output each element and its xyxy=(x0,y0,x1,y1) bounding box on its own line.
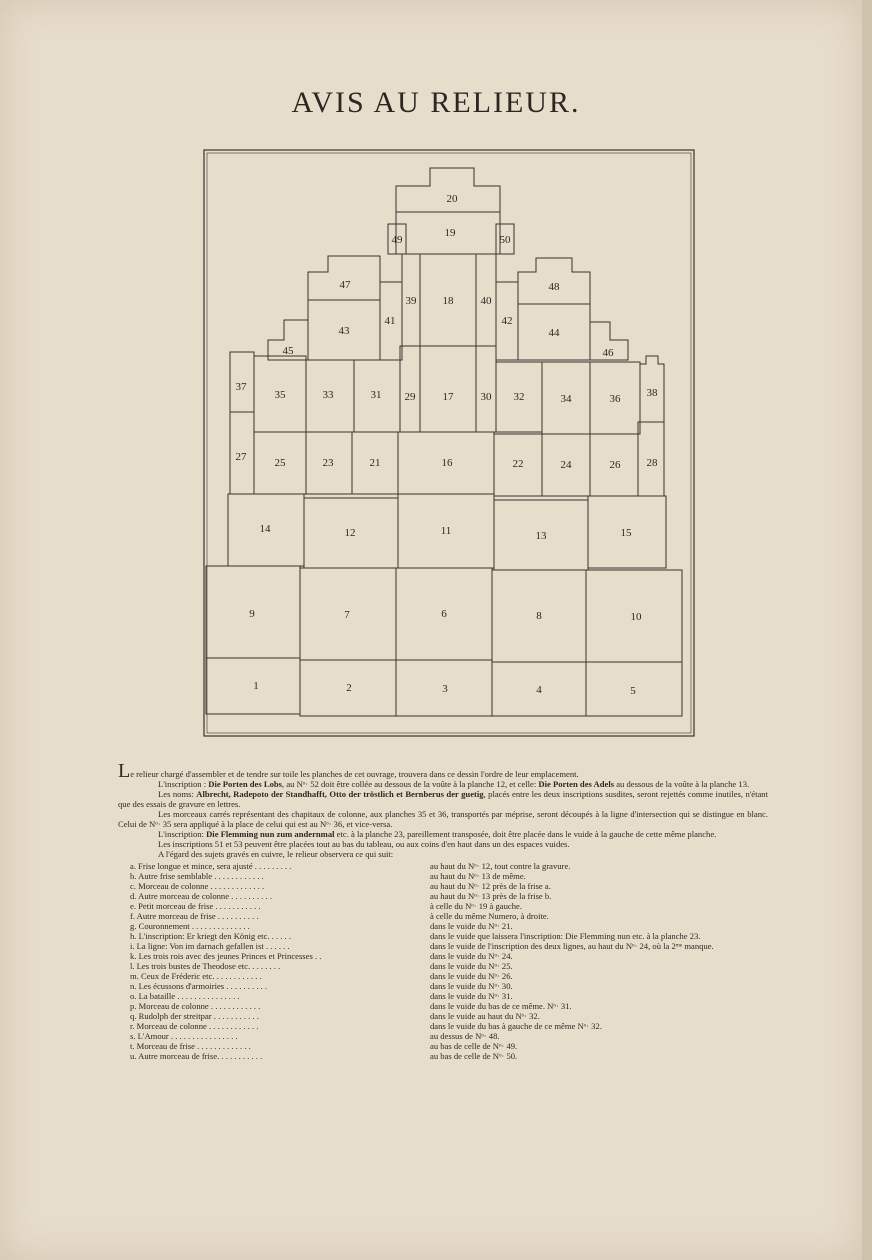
names-paragraph: Les noms: Albrecht, Radepoto der Standhafft, Otto der tröstlich et Bernberus der guetig, placés entre les deux inscriptions susdites, seront rejettés comme inutiles, n'étant que des essais de gravure en lettres. xyxy=(118,789,768,809)
list-item xyxy=(130,1001,768,1011)
list-item-subject: s. L'Amour . . . . . . . . . . . . . . . . xyxy=(130,1031,238,1041)
list-item-placement: dans le vuide du Nᵒ· 21. xyxy=(430,921,513,931)
list-item-placement: au haut du Nᵒ· 12 près de la frise a. xyxy=(430,881,551,891)
list-item xyxy=(130,931,768,941)
inscriptions-51-53-paragraph: Les inscriptions 51 et 53 peuvent être placées tout au bas du tableau, ou aux coins d'en haut dans un des espaces vuides. xyxy=(158,839,570,849)
instructions-text xyxy=(118,760,768,1061)
list-item xyxy=(130,891,768,901)
piece-label-24: 24 xyxy=(560,459,572,471)
list-item-subject: r. Morceau de colonne . . . . . . . . . . . . xyxy=(130,1021,259,1031)
list-item-placement: au haut du Nᵒ· 13 près de la frise b. xyxy=(430,891,552,901)
piece-label-4: 4 xyxy=(536,684,542,696)
piece-label-40: 40 xyxy=(480,295,492,307)
piece-label-15: 15 xyxy=(620,527,632,539)
piece-label-19: 19 xyxy=(444,227,456,239)
diagram-pieces xyxy=(206,168,682,716)
piece-label-20: 20 xyxy=(446,193,458,205)
piece-label-14: 14 xyxy=(259,523,271,535)
list-item-subject: m. Ceux de Fréderic etc. . . . . . . . . . . . xyxy=(130,971,262,981)
list-item xyxy=(130,901,768,911)
piece-label-33: 33 xyxy=(322,389,334,401)
piece-label-32: 32 xyxy=(513,391,525,403)
list-item-subject: u. Autre morceau de frise. . . . . . . . . . . xyxy=(130,1051,263,1061)
piece-label-37: 37 xyxy=(235,381,247,393)
piece-label-10: 10 xyxy=(630,611,642,623)
copper-subjects-paragraph: A l'égard des sujets gravés en cuivre, le relieur observera ce qui suit: xyxy=(158,849,394,859)
list-item xyxy=(130,1041,768,1051)
list-item xyxy=(130,971,768,981)
drop-cap: L xyxy=(118,760,131,782)
piece-label-49: 49 xyxy=(391,234,403,246)
inner-frame xyxy=(207,153,691,733)
list-item-subject: n. Les écussons d'armoiries . . . . . . . . . . xyxy=(130,981,268,991)
piece-label-1: 1 xyxy=(253,680,259,692)
list-item-subject: i. La ligne: Von im darnach gefallen ist . . . . . . xyxy=(130,941,290,951)
list-item-subject: o. La bataille . . . . . . . . . . . . . . . xyxy=(130,991,240,1001)
list-item xyxy=(130,861,768,871)
piece-label-41: 41 xyxy=(384,315,396,327)
piece-outline-17 xyxy=(420,346,476,432)
list-item xyxy=(130,981,768,991)
list-item-subject: k. Les trois rois avec des jeunes Princes et Princesses . . xyxy=(130,951,322,961)
piece-outline-29 xyxy=(400,346,420,432)
list-item xyxy=(130,951,768,961)
list-item-placement: dans le vuide du Nᵒ· 24. xyxy=(430,951,513,961)
list-item xyxy=(130,1031,768,1041)
list-item xyxy=(130,991,768,1001)
piece-label-5: 5 xyxy=(630,685,636,697)
piece-label-11: 11 xyxy=(440,525,452,537)
list-item-placement: au bas de celle de Nᵒ· 49. xyxy=(430,1041,518,1051)
list-item-subject: l. Les trois bustes de Theodose etc. . . . . . . . xyxy=(130,961,281,971)
piece-label-46: 46 xyxy=(602,347,614,359)
piece-labels xyxy=(236,193,659,697)
list-item-subject: c. Morceau de colonne . . . . . . . . . . . . . xyxy=(130,881,265,891)
list-item-placement: dans le vuide du bas de ce même. Nᵒ· 31. xyxy=(430,1001,572,1011)
squares-paragraph: Les morceaux carrés représentant des chapitaux de colonne, aux planches 35 et 36, transportés par méprise, seront découpés à la ligne d'intersection qui se distingue en blanc. Celui de Nᵒ· 35 sera appliqué à la place de celui qui est au Nᵒ· 36, et vice-versa. xyxy=(118,809,768,829)
piece-label-22: 22 xyxy=(512,458,524,470)
piece-label-26: 26 xyxy=(609,459,621,471)
piece-label-7: 7 xyxy=(344,609,350,621)
piece-label-30: 30 xyxy=(480,391,492,403)
piece-label-2: 2 xyxy=(346,682,352,694)
list-item-placement: dans le vuide au haut du Nᵒ· 32. xyxy=(430,1011,540,1021)
list-item-subject: d. Autre morceau de colonne . . . . . . . . . . xyxy=(130,891,272,901)
piece-outline-30 xyxy=(476,346,496,432)
list-item-placement: au haut du Nᵒ· 13 de même. xyxy=(430,871,526,881)
piece-label-23: 23 xyxy=(322,457,334,469)
inscription-paragraph-1: L'inscription : Die Porten des Lobs, au Nᵒ· 52 doit être collée au dessous de la voûte à la planche 12, et celle: Die Porten des Adels au dessous de la voûte à la planche 13. xyxy=(158,779,750,789)
list-item-placement: au bas de celle de Nᵒ· 50. xyxy=(430,1051,518,1061)
list-item-placement: dans le vuide du Nᵒ· 31. xyxy=(430,991,513,1001)
piece-outline-47 xyxy=(308,256,380,300)
list-item-placement: dans le vuide du Nᵒ· 26. xyxy=(430,971,513,981)
list-item xyxy=(130,881,768,891)
list-item xyxy=(130,911,768,921)
piece-label-12: 12 xyxy=(344,527,356,539)
piece-label-27: 27 xyxy=(235,451,247,463)
piece-label-29: 29 xyxy=(404,391,416,403)
piece-label-16: 16 xyxy=(441,457,453,469)
list-item xyxy=(130,921,768,931)
piece-label-17: 17 xyxy=(442,391,454,403)
page-title: AVIS AU RELIEUR. xyxy=(291,86,581,119)
piece-label-21: 21 xyxy=(369,457,381,469)
list-item xyxy=(130,871,768,881)
piece-label-25: 25 xyxy=(274,457,286,469)
piece-label-42: 42 xyxy=(501,315,513,327)
piece-label-44: 44 xyxy=(548,327,560,339)
piece-label-36: 36 xyxy=(609,393,621,405)
list-item-placement: au dessus de Nᵒ· 48. xyxy=(430,1031,500,1041)
piece-label-35: 35 xyxy=(274,389,286,401)
list-item xyxy=(130,941,768,951)
piece-label-48: 48 xyxy=(548,281,560,293)
piece-label-39: 39 xyxy=(405,295,417,307)
list-item-placement: dans le vuide du Nᵒ· 30. xyxy=(430,981,513,991)
list-item-placement: à celle du Nᵒ· 19 à gauche. xyxy=(430,901,522,911)
piece-label-43: 43 xyxy=(338,325,350,337)
piece-label-8: 8 xyxy=(536,610,542,622)
piece-label-38: 38 xyxy=(646,387,658,399)
list-item-subject: t. Morceau de frise . . . . . . . . . . . . . xyxy=(130,1041,251,1051)
piece-label-18: 18 xyxy=(442,295,454,307)
list-item-placement: au haut du Nᵒ· 12, tout contre la gravure. xyxy=(430,861,571,871)
intro-paragraph: Le relieur chargé d'assembler et de tendre sur toile les planches de cet ouvrage, trouvera dans ce dessin l'ordre de leur emplacement. xyxy=(118,760,579,782)
inscription-paragraph-2: L'inscription: Die Flemming nun zum andernmal etc. à la planche 23, pareillement transposée, doit être placée dans le vuide à la gauche de cette même planche. xyxy=(158,829,717,839)
list-item xyxy=(130,961,768,971)
piece-label-31: 31 xyxy=(370,389,382,401)
list-item-subject: h. L'inscription: Er kriegt den König etc. . . . . . xyxy=(130,931,291,941)
list-item-placement: dans le vuide de l'inscription des deux lignes, au haut du Nᵒ· 24, où la 2ᵐᵉ manque. xyxy=(430,941,714,951)
list-item-placement: à celle du même Numero, à droite. xyxy=(430,911,549,921)
piece-label-6: 6 xyxy=(441,608,447,620)
placement-list xyxy=(130,861,768,1061)
piece-label-45: 45 xyxy=(282,345,294,357)
list-item-subject: b. Autre frise semblable . . . . . . . . . . . . xyxy=(130,871,264,881)
piece-label-28: 28 xyxy=(646,457,658,469)
list-item xyxy=(130,1051,768,1061)
piece-label-13: 13 xyxy=(535,530,547,542)
list-item-placement: dans le vuide du Nᵒ· 25. xyxy=(430,961,513,971)
list-item-subject: e. Petit morceau de frise . . . . . . . . . . . xyxy=(130,901,261,911)
list-item-placement: dans le vuide du bas à gauche de ce même Nᵒ· 32. xyxy=(430,1021,602,1031)
list-item-subject: f. Autre morceau de frise . . . . . . . . . . xyxy=(130,911,259,921)
piece-label-3: 3 xyxy=(442,683,448,695)
piece-outline-20 xyxy=(396,168,500,212)
list-item-subject: p. Morceau de colonne . . . . . . . . . . . . xyxy=(130,1001,261,1011)
list-item-placement: dans le vuide que laissera l'inscription: Die Flemming nun etc. à la planche 23. xyxy=(430,931,701,941)
list-item-subject: g. Couronnement . . . . . . . . . . . . . . xyxy=(130,921,250,931)
piece-label-47: 47 xyxy=(339,279,351,291)
piece-label-9: 9 xyxy=(249,608,255,620)
list-item-subject: q. Rudolph der streitpar . . . . . . . . . . . xyxy=(130,1011,259,1021)
piece-label-50: 50 xyxy=(499,234,511,246)
list-item xyxy=(130,1021,768,1031)
list-item-subject: a. Frise longue et mince, sera ajusté . . . . . . . . . xyxy=(130,861,292,871)
piece-label-34: 34 xyxy=(560,393,572,405)
list-item xyxy=(130,1011,768,1021)
